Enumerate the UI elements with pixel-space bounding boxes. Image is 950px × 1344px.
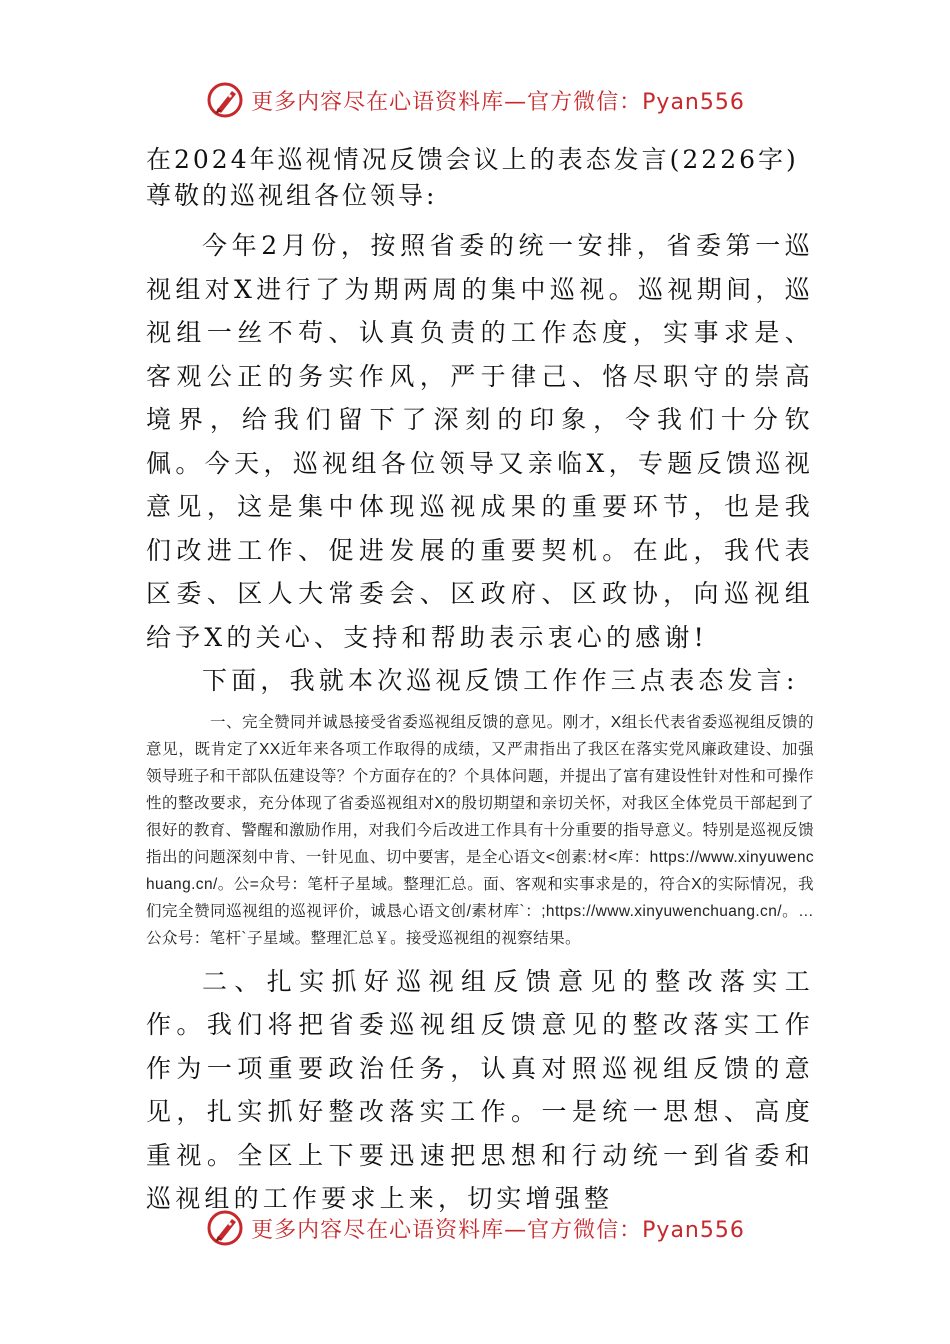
watermark-text: 更多内容尽在心语资料库—官方微信：Pyan556 [251,1217,745,1243]
watermark-banner-top [0,78,950,122]
paragraph-point-one: 一、完全赞同并诚恳接受省委巡视组反馈的意见。刚才，X组长代表省委巡视组反馈的意见，既肯定了XX近年来各项工作取得的成绩，又严肃指出了我区在落实党风廉政建设、加强领导班子和干部队伍建设等？个方面存在的？个具体问题，并提出了富有建设性针对性和可操作性的整改要求，充分体现了省委巡视组对X的殷切期望和亲切关怀，对我区全体党员干部起到了很好的教育、警醒和激励作用，对我们今后改进工作具有十分重要的指导意义。特别是巡视反馈指出的问题深刻中肯、一针见血、切中要害，是全心语文<创素:材<库：https://www.xinyuwenchuang.cn/。公=众号：笔杆子星域。整理汇总。面、客观和实事求是的，符合X的实际情况，我们完全赞同巡视组的巡视评价，诚恳心语文创/素材库`：;https://www.xinyuwenchuang.cn/。…公众号：笔杆`子星域。整理汇总￥。接受巡视组的视察结果。 [146,713,814,947]
paragraph-point-two: 二、扎实抓好巡视组反馈意见的整改落实工作。我们将把省委巡视组反馈意见的整改落实工作作为一项重要政治任务，认真对照巡视组反馈的意见，扎实抓好整改落实工作。一是统一思想、高度重视。全区上下要迅速把思想和行动统一到省委和巡视组的工作要求上来，切实增强整 [146,966,814,1213]
pen-nib-circle-icon [205,80,245,120]
paragraph-lead-in: 下面，我就本次巡视反馈工作作三点表态发言: [202,666,799,695]
watermark-text: 更多内容尽在心语资料库—官方微信：Pyan556 [251,89,745,115]
document-body [146,142,814,1221]
document-title: 在2024年巡视情况反馈会议上的表态发言(2226字) [146,145,799,174]
pen-nib-circle-icon [205,1208,245,1248]
watermark-banner-bottom [0,1206,950,1250]
salutation: 尊敬的巡视组各位领导: [146,181,438,210]
paragraph-intro: 今年2月份，按照省委的统一安排，省委第一巡视组对X进行了为期两周的集中巡视。巡视期间，巡视组一丝不苟、认真负责的工作态度，实事求是、客观公正的务实作风，严于律己、恪尽职守的崇高境界，给我们留下了深刻的印象，令我们十分钦佩。今天，巡视组各位领导又亲临X，专题反馈巡视意见，这是集中体现巡视成果的重要环节，也是我们改进工作、促进发展的重要契机。在此，我代表区委、区人大常委会、区政府、区政协，向巡视组给予X的关心、支持和帮助表示衷心的感谢! [146,231,814,652]
